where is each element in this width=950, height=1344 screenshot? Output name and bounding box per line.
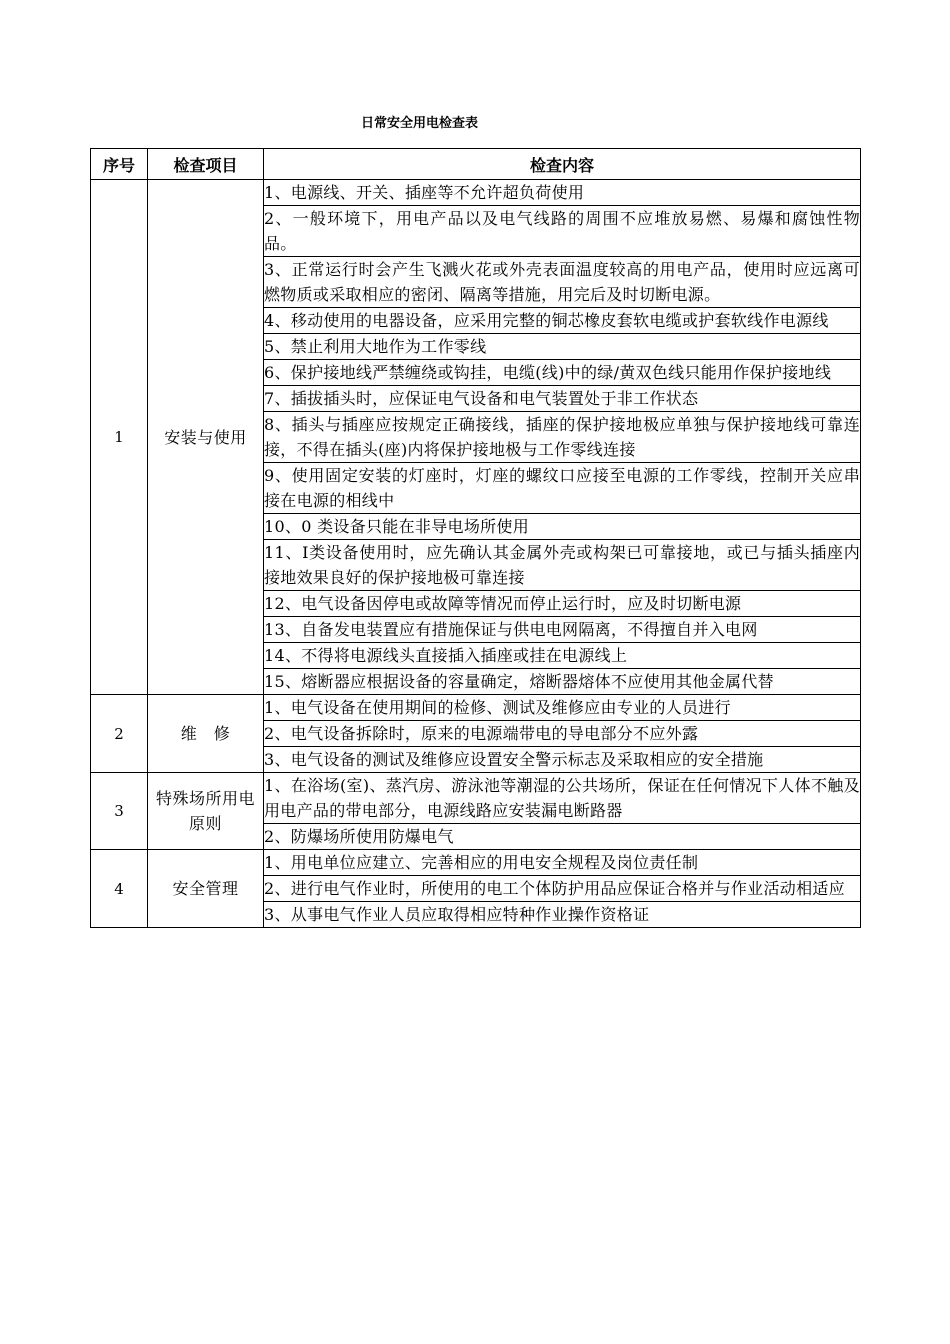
section-seq: 2 <box>91 695 148 773</box>
content-cell: 15、熔断器应根据设备的容量确定，熔断器熔体不应使用其他金属代替 <box>264 669 861 695</box>
section-item: 维 修 <box>148 695 264 773</box>
table-row <box>91 695 861 721</box>
content-cell: 11、Ⅰ类设备使用时，应先确认其金属外壳或构架已可靠接地，或已与插头插座内接地效果良好的保护接地极可靠连接 <box>264 540 861 591</box>
content-cell: 5、禁止利用大地作为工作零线 <box>264 334 861 360</box>
content-cell: 3、电气设备的测试及维修应设置安全警示标志及采取相应的安全措施 <box>264 747 861 773</box>
document-title: 日常安全用电检查表 <box>361 116 479 131</box>
content-cell: 4、移动使用的电器设备，应采用完整的铜芯橡皮套软电缆或护套软线作电源线 <box>264 308 861 334</box>
table-row <box>91 180 861 206</box>
content-cell: 1、用电单位应建立、完善相应的用电安全规程及岗位责任制 <box>264 850 861 876</box>
content-cell: 3、正常运行时会产生飞溅火花或外壳表面温度较高的用电产品，使用时应远离可燃物质或采取相应的密闭、隔离等措施，用完后及时切断电源。 <box>264 257 861 308</box>
content-cell: 7、插拔插头时，应保证电气设备和电气装置处于非工作状态 <box>264 386 861 412</box>
content-cell: 9、使用固定安装的灯座时，灯座的螺纹口应接至电源的工作零线，控制开关应串接在电源的相线中 <box>264 463 861 514</box>
content-cell: 10、0 类设备只能在非导电场所使用 <box>264 514 861 540</box>
content-cell: 6、保护接地线严禁缠绕或钩挂，电缆(线)中的绿/黄双色线只能用作保护接地线 <box>264 360 861 386</box>
section-seq: 1 <box>91 180 148 695</box>
content-cell: 2、进行电气作业时，所使用的电工个体防护用品应保证合格并与作业活动相适应 <box>264 876 861 902</box>
content-cell: 2、防爆场所使用防爆电气 <box>264 824 861 850</box>
header-item: 检查项目 <box>148 149 264 180</box>
content-cell: 3、从事电气作业人员应取得相应特种作业操作资格证 <box>264 902 861 928</box>
section-item: 安全管理 <box>148 850 264 928</box>
content-cell: 1、在浴场(室)、蒸汽房、游泳池等潮湿的公共场所，保证在任何情况下人体不触及用电产品的带电部分，电源线路应安装漏电断路器 <box>264 773 861 824</box>
table-row <box>91 773 861 824</box>
header-seq: 序号 <box>91 149 148 180</box>
content-cell: 8、插头与插座应按规定正确接线，插座的保护接地极应单独与保护接地线可靠连接，不得在插头(座)内将保护接地极与工作零线连接 <box>264 412 861 463</box>
table-row <box>91 850 861 876</box>
table-header-row <box>91 149 861 180</box>
section-item: 特殊场所用电原则 <box>148 773 264 850</box>
section-item: 安装与使用 <box>148 180 264 695</box>
content-cell: 14、不得将电源线头直接插入插座或挂在电源线上 <box>264 643 861 669</box>
content-cell: 2、一般环境下，用电产品以及电气线路的周围不应堆放易燃、易爆和腐蚀性物品。 <box>264 206 861 257</box>
section-seq: 3 <box>91 773 148 850</box>
content-cell: 1、电源线、开关、插座等不允许超负荷使用 <box>264 180 861 206</box>
header-content: 检查内容 <box>264 149 861 180</box>
section-seq: 4 <box>91 850 148 928</box>
content-cell: 1、电气设备在使用期间的检修、测试及维修应由专业的人员进行 <box>264 695 861 721</box>
content-cell: 2、电气设备拆除时，原来的电源端带电的导电部分不应外露 <box>264 721 861 747</box>
content-cell: 13、自备发电装置应有措施保证与供电电网隔离，不得擅自并入电网 <box>264 617 861 643</box>
inspection-table <box>90 148 861 928</box>
content-cell: 12、电气设备因停电或故障等情况而停止运行时，应及时切断电源 <box>264 591 861 617</box>
